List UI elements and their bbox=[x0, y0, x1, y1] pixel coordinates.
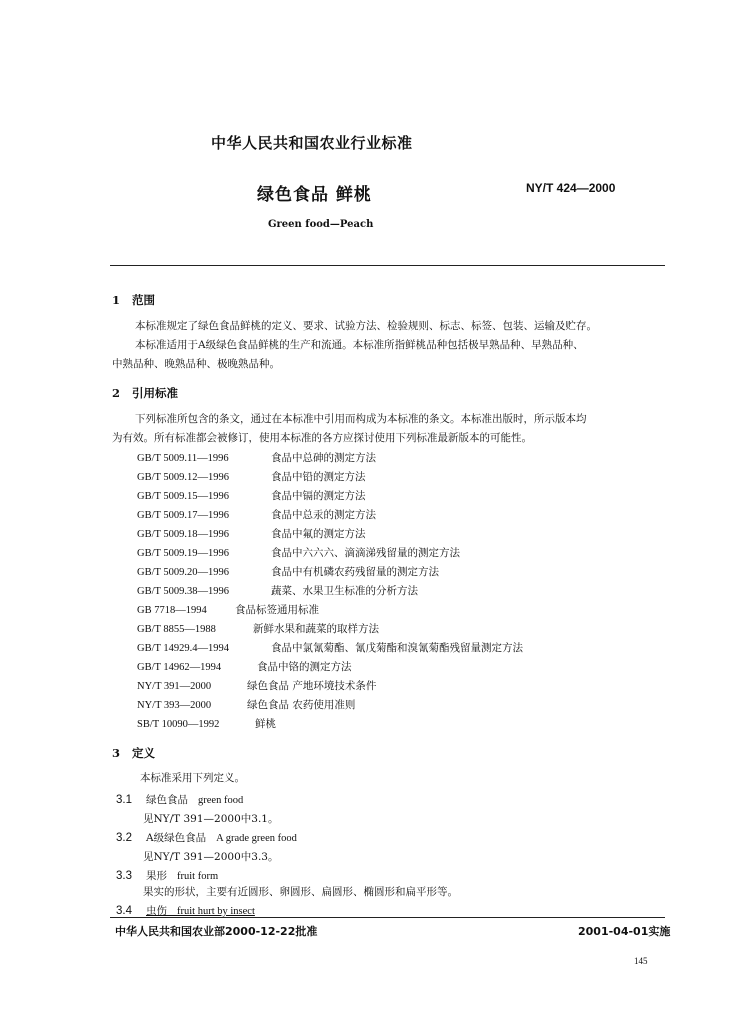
section-3-number: 3 bbox=[112, 746, 121, 760]
definition-heading bbox=[116, 903, 255, 918]
reference-code: GB/T 5009.12—1996 bbox=[137, 472, 229, 483]
reference-name: 食品中铬的测定方法 bbox=[257, 661, 352, 673]
section-3-title: 定义 bbox=[132, 746, 155, 760]
reference-name: 绿色食品 产地环境技术条件 bbox=[247, 680, 377, 692]
reference-item bbox=[137, 659, 352, 674]
definition-number: 3.2 bbox=[116, 832, 132, 844]
reference-code: GB/T 5009.15—1996 bbox=[137, 491, 229, 502]
reference-item bbox=[137, 640, 523, 655]
definition-heading bbox=[116, 868, 218, 883]
section-1-para-1: 本标准规定了绿色食品鲜桃的定义、要求、试验方法、检验规则、标志、标签、包装、运输及贮存。 bbox=[135, 320, 597, 332]
definition-body: 见NY/T 391—2000中3.1。 bbox=[143, 813, 279, 825]
reference-code: GB/T 14962—1994 bbox=[137, 662, 222, 673]
definition-term-english: green food bbox=[198, 795, 244, 806]
reference-code: GB/T 5009.19—1996 bbox=[137, 548, 229, 559]
reference-item bbox=[137, 697, 355, 712]
section-2-intro-a: 下列标准所包含的条文，通过在本标准中引用而构成为本标准的条文。本标准出版时，所示版本均 bbox=[135, 413, 587, 425]
section-2-title: 引用标准 bbox=[132, 386, 178, 400]
section-2-heading bbox=[112, 385, 178, 401]
reference-code: GB/T 8855—1988 bbox=[137, 624, 216, 635]
page-number: 145 bbox=[634, 956, 648, 966]
reference-code: GB/T 5009.11—1996 bbox=[137, 453, 229, 464]
section-1-title: 范围 bbox=[132, 293, 155, 307]
section-3-heading bbox=[112, 745, 155, 761]
reference-code: GB/T 5009.38—1996 bbox=[137, 586, 229, 597]
reference-item bbox=[137, 583, 418, 598]
reference-item bbox=[137, 716, 276, 731]
document-number: NY/T 424—2000 bbox=[526, 181, 616, 195]
section-2-number: 2 bbox=[112, 386, 121, 400]
reference-item bbox=[137, 621, 379, 636]
reference-name: 食品中总砷的测定方法 bbox=[271, 452, 376, 464]
reference-name: 食品中氯氰菊酯、氰戊菊酯和溴氰菊酯残留量测定方法 bbox=[271, 642, 523, 654]
reference-name: 蔬菜、水果卫生标准的分析方法 bbox=[271, 585, 418, 597]
issue-date: 中华人民共和国农业部2000-12-22批准 bbox=[115, 925, 318, 938]
definition-number: 3.4 bbox=[116, 905, 132, 917]
definition-heading bbox=[116, 830, 297, 845]
reference-item bbox=[137, 488, 366, 503]
definition-term: 绿色食品 bbox=[146, 794, 188, 806]
reference-code: SB/T 10090—1992 bbox=[137, 719, 220, 730]
section-3-intro: 本标准采用下列定义。 bbox=[140, 772, 245, 784]
document-title-english: Green food—Peach bbox=[268, 219, 374, 230]
definition-term-english: fruit form bbox=[177, 871, 219, 882]
reference-code: NY/T 393—2000 bbox=[137, 700, 212, 711]
reference-code: NY/T 391—2000 bbox=[137, 681, 212, 692]
reference-name: 食品中总汞的测定方法 bbox=[271, 509, 376, 521]
section-1-number: 1 bbox=[112, 293, 121, 307]
reference-name: 绿色食品 农药使用准则 bbox=[247, 699, 356, 711]
reference-name: 食品中铅的测定方法 bbox=[271, 471, 366, 483]
reference-name: 新鲜水果和蔬菜的取样方法 bbox=[253, 623, 379, 635]
definition-term: A级绿色食品 bbox=[146, 832, 207, 844]
section-1-para-2b: 中熟品种、晚熟品种、极晚熟品种。 bbox=[112, 358, 280, 370]
reference-item bbox=[137, 564, 439, 579]
definition-term-english: A grade green food bbox=[216, 833, 297, 844]
reference-name: 鲜桃 bbox=[255, 718, 276, 730]
footer-divider bbox=[110, 917, 665, 918]
reference-item bbox=[137, 450, 376, 465]
definition-body: 果实的形状，主要有近圆形、卵圆形、扁圆形、椭圆形和扁平形等。 bbox=[143, 886, 458, 898]
reference-code: GB/T 5009.20—1996 bbox=[137, 567, 229, 578]
standard-category-title: 中华人民共和国农业行业标准 bbox=[211, 134, 413, 152]
reference-code: GB/T 14929.4—1994 bbox=[137, 643, 229, 654]
reference-name: 食品中六六六、滴滴涕残留量的测定方法 bbox=[271, 547, 460, 559]
definition-number: 3.1 bbox=[116, 794, 132, 806]
reference-name: 食品中有机磷农药残留量的测定方法 bbox=[271, 566, 439, 578]
definition-number: 3.3 bbox=[116, 870, 132, 882]
section-2-intro-b: 为有效。所有标准都会被修订，使用本标准的各方应探讨使用下列标准最新版本的可能性。 bbox=[112, 432, 532, 444]
reference-item bbox=[137, 507, 376, 522]
reference-item bbox=[137, 469, 366, 484]
definition-term: 果形 bbox=[146, 870, 167, 882]
header-divider bbox=[110, 265, 665, 266]
definition-body: 见NY/T 391—2000中3.3。 bbox=[143, 851, 279, 863]
reference-code: GB/T 5009.17—1996 bbox=[137, 510, 229, 521]
reference-name: 食品标签通用标准 bbox=[235, 604, 319, 616]
section-1-heading bbox=[112, 292, 155, 308]
definition-heading bbox=[116, 792, 243, 807]
document-title: 绿色食品 鲜桃 bbox=[257, 185, 372, 205]
reference-item bbox=[137, 678, 376, 693]
definition-term: 虫伤 bbox=[146, 905, 167, 917]
reference-code: GB/T 5009.18—1996 bbox=[137, 529, 229, 540]
reference-code: GB 7718—1994 bbox=[137, 605, 207, 616]
reference-item bbox=[137, 602, 319, 617]
reference-item bbox=[137, 545, 460, 560]
reference-item bbox=[137, 526, 366, 541]
reference-name: 食品中氟的测定方法 bbox=[271, 528, 366, 540]
definition-term-english: fruit hurt by insect bbox=[177, 906, 255, 917]
reference-name: 食品中镉的测定方法 bbox=[271, 490, 366, 502]
implementation-date: 2001-04-01实施 bbox=[578, 925, 671, 938]
section-1-para-2a: 本标准适用于A级绿色食品鲜桃的生产和流通。本标准所指鲜桃品种包括极早熟品种、早熟品种、 bbox=[135, 339, 584, 351]
